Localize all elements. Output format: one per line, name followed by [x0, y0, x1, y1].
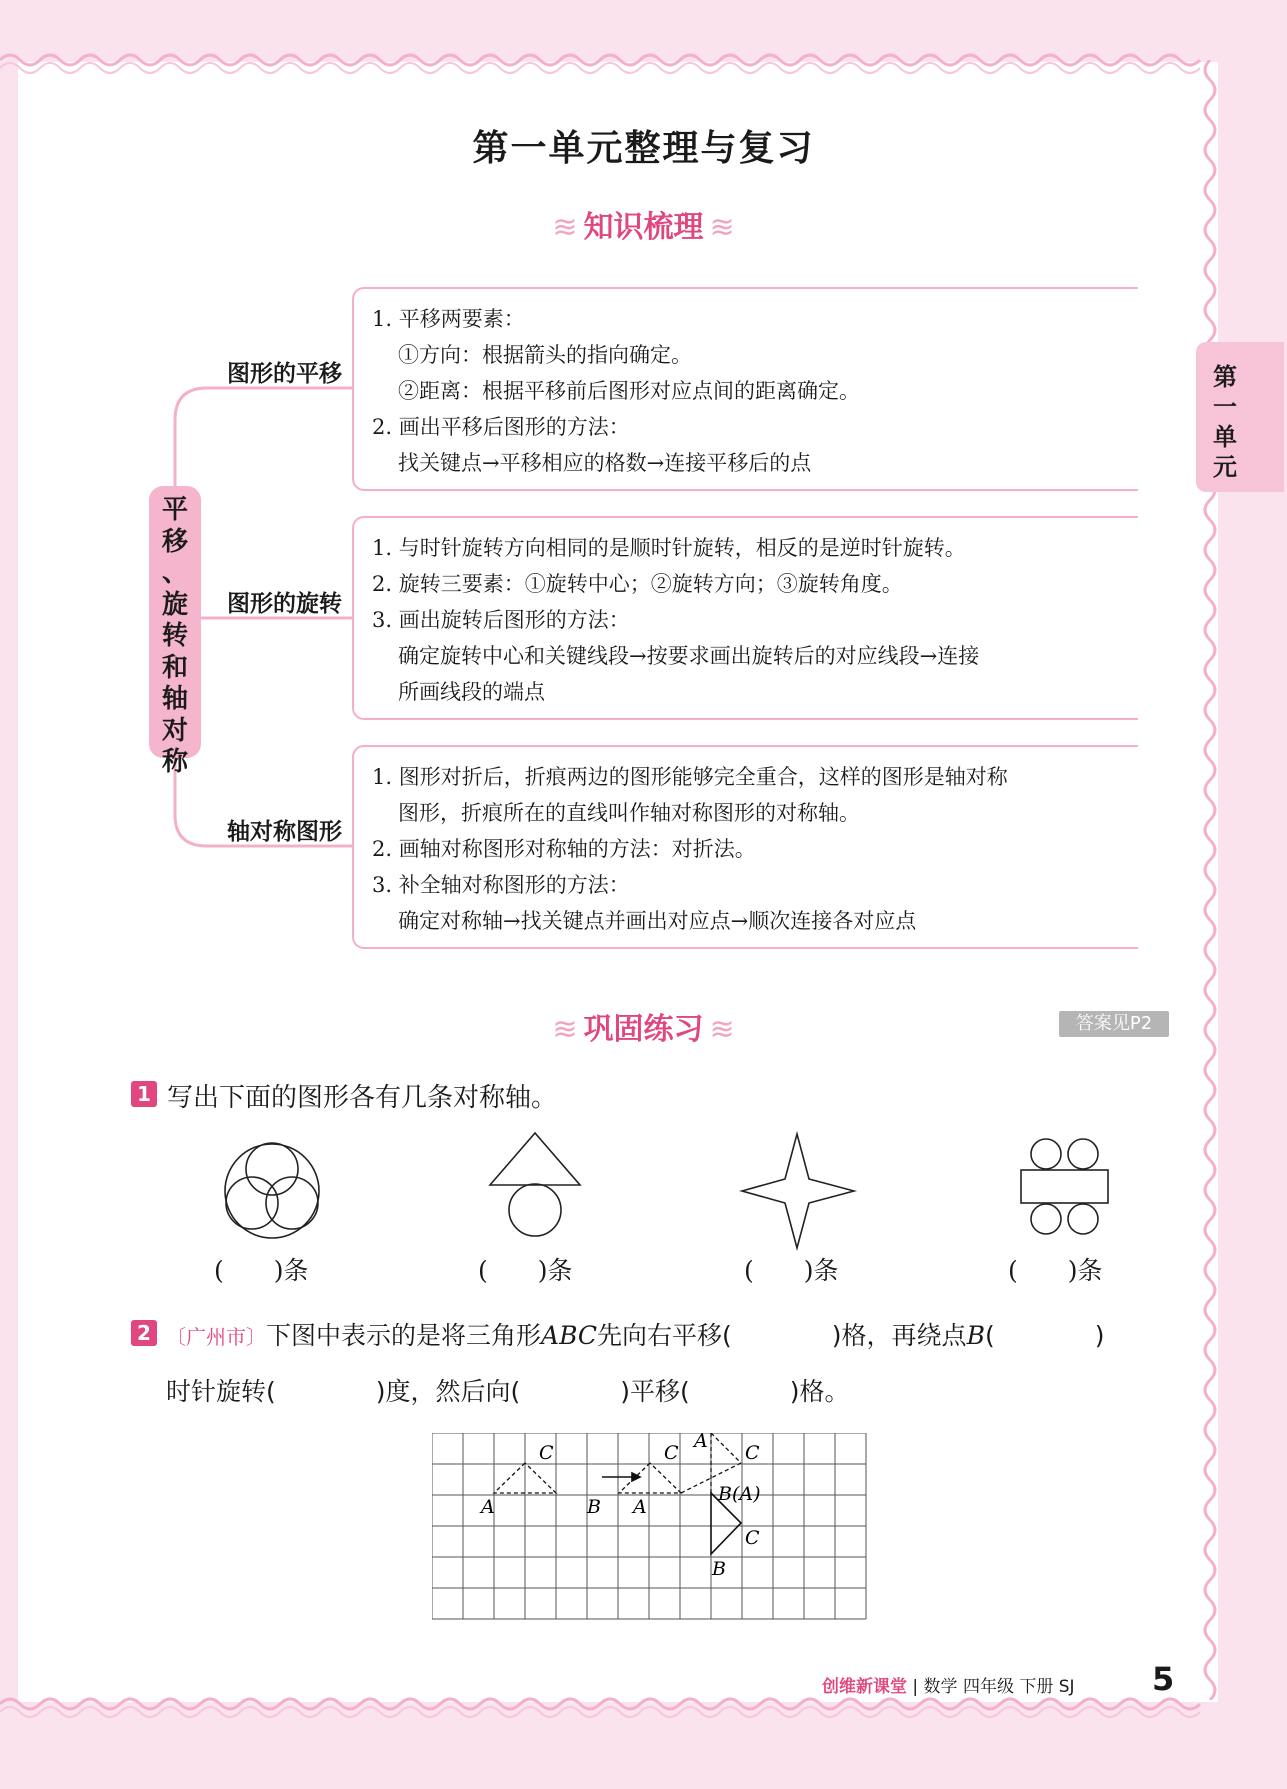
- three-circle-figure-icon: [225, 1143, 319, 1238]
- chapter-side-tab-label: 第一单元: [1213, 363, 1237, 481]
- point-label: B: [712, 1558, 726, 1580]
- section-heading-knowledge: [0, 202, 1287, 246]
- box-line: 找关键点→平移相应的格数→连接平移后的点: [398, 451, 812, 475]
- branch-label-rotation: 图形的旋转: [227, 591, 342, 617]
- box-line: 1. 平移两要素：: [372, 307, 525, 331]
- triangle-circle-figure-icon: [490, 1133, 580, 1236]
- point-label: B(A): [718, 1483, 761, 1505]
- q2-text-part: 下图中表示的是将三角形: [266, 1321, 542, 1350]
- section-title-practice: 巩固练习: [583, 1012, 704, 1047]
- bottom-wavy-border: [0, 1690, 1287, 1730]
- question-2-line-2: 时针旋转( )度，然后向( )平移( )格。: [166, 1377, 850, 1406]
- question-1-text: 写出下面的图形各有几条对称轴。: [167, 1083, 558, 1113]
- branch-box-rotation: [352, 516, 1138, 720]
- right-wavy-border: [1196, 60, 1236, 1700]
- box-line: 图形，折痕所在的直线叫作轴对称图形的对称轴。: [398, 801, 860, 825]
- region-tag: 〔广州市〕: [166, 1325, 266, 1349]
- point-label: C: [539, 1442, 554, 1464]
- box-line: 2. 画轴对称图形对称轴的方法：对折法。: [372, 837, 756, 861]
- question-1-figures: [0, 1125, 1287, 1255]
- branch-label-translation: 图形的平移: [227, 361, 342, 387]
- translation-rotation-grid: [432, 1433, 868, 1623]
- box-line: ①方向：根据箭头的指向确定。: [398, 343, 692, 367]
- rectangle-four-circles-icon: [1021, 1139, 1108, 1234]
- point-label: C: [664, 1442, 679, 1464]
- box-line: 2. 旋转三要素：①旋转中心；②旋转方向；③旋转角度。: [372, 572, 903, 596]
- box-line: 所画线段的端点: [398, 680, 545, 704]
- wave-deco-icon: ≋: [552, 210, 578, 245]
- point-label: B: [587, 1496, 601, 1518]
- page-number: 5: [1152, 1660, 1175, 1698]
- footer-brand: 创维新课堂: [822, 1677, 907, 1697]
- four-point-star-icon: [742, 1134, 854, 1248]
- box-line: 确定对称轴→找关键点并画出对应点→顺次连接各对应点: [398, 909, 917, 933]
- answer-blank-4[interactable]: ( )条: [1008, 1256, 1103, 1285]
- box-line: 3. 画出旋转后图形的方法：: [372, 608, 630, 632]
- branch-box-axial-symmetry: [352, 745, 1138, 949]
- q2-text-part: 先向右平移( )格，再绕点: [597, 1321, 967, 1350]
- answer-blank-1[interactable]: ( )条: [214, 1256, 309, 1285]
- point-label: A: [694, 1433, 708, 1452]
- branch-box-translation: [352, 287, 1138, 491]
- point-label: C: [745, 1442, 760, 1464]
- point-label: A: [633, 1496, 647, 1518]
- box-line: 1. 与时针旋转方向相同的是顺时针旋转，相反的是逆时针旋转。: [372, 536, 966, 560]
- branch-label-axial-symmetry: 轴对称图形: [227, 819, 342, 845]
- translation-arrow-icon: [602, 1473, 640, 1481]
- mindmap-root-label: 平 移 、 旋 转 和 轴 对 称: [161, 495, 188, 777]
- box-line: 确定旋转中心和关键线段→按要求画出旋转后的对应线段→连接: [398, 644, 980, 668]
- footer-brand-line: [822, 1672, 1075, 1697]
- question-number-1: 1: [131, 1081, 157, 1107]
- question-number-2: 2: [131, 1320, 157, 1346]
- page-title: 第一单元整理与复习: [472, 128, 815, 169]
- question-2-line-1: [166, 1316, 1104, 1352]
- box-line: 1. 图形对折后，折痕两边的图形能够完全重合，这样的图形是轴对称: [372, 765, 1008, 789]
- footer-separator: |: [912, 1677, 919, 1697]
- wave-deco-icon: ≋: [709, 1012, 735, 1047]
- section-title-knowledge: 知识梳理: [583, 210, 704, 245]
- top-wavy-border: [0, 38, 1287, 78]
- point-label: A: [481, 1496, 495, 1518]
- q2-point-name: B: [966, 1321, 985, 1350]
- box-line: 3. 补全轴对称图形的方法：: [372, 873, 630, 897]
- box-line: 2. 画出平移后图形的方法：: [372, 415, 630, 439]
- footer-info: 数学 四年级 下册 SJ: [923, 1677, 1075, 1697]
- wave-deco-icon: ≋: [709, 210, 735, 245]
- point-label: C: [745, 1527, 760, 1549]
- q2-triangle-name: ABC: [541, 1321, 598, 1350]
- answer-reference-badge: 答案见P2: [1059, 1011, 1169, 1037]
- answer-blank-3[interactable]: ( )条: [744, 1256, 839, 1285]
- wave-deco-icon: ≋: [552, 1012, 578, 1047]
- box-line: ②距离：根据平移前后图形对应点间的距离确定。: [398, 379, 860, 403]
- q2-text-part: ( ): [984, 1321, 1105, 1350]
- answer-blank-2[interactable]: ( )条: [478, 1256, 573, 1285]
